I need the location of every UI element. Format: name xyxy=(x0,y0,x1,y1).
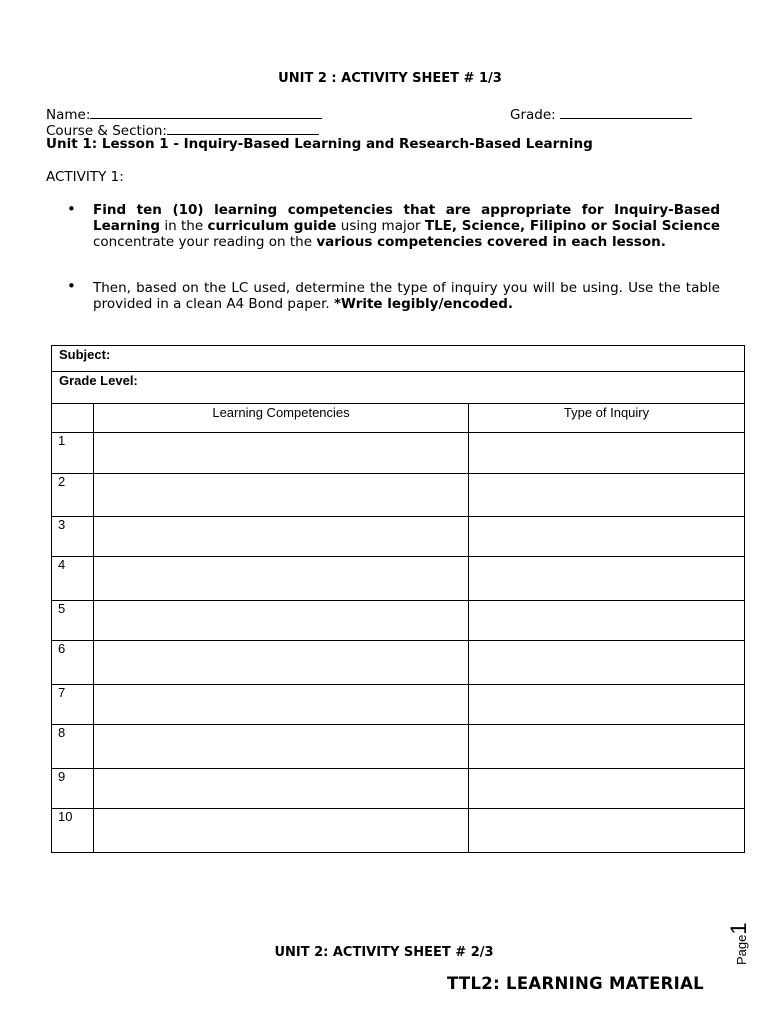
competency-cell[interactable] xyxy=(94,557,469,601)
header-number-cell xyxy=(52,404,94,433)
grade-blank[interactable] xyxy=(560,104,692,119)
row-number: 10 xyxy=(52,809,94,853)
page-title: UNIT 2 : ACTIVITY SHEET # 1/3 xyxy=(278,71,502,86)
competency-cell[interactable] xyxy=(94,809,469,853)
learning-material-label: TTL2: LEARNING MATERIAL xyxy=(447,974,704,993)
course-label: Course & Section: xyxy=(46,123,167,139)
bullet-text-bold: curriculum guide xyxy=(207,218,337,234)
row-number: 5 xyxy=(52,601,94,641)
next-sheet-title: UNIT 2: ACTIVITY SHEET # 2/3 xyxy=(274,945,494,960)
bullet-text-bold: *Write legibly/encoded. xyxy=(333,296,514,312)
row-number: 7 xyxy=(52,685,94,725)
row-number: 6 xyxy=(52,641,94,685)
inquiry-cell[interactable] xyxy=(469,769,745,809)
competency-cell[interactable] xyxy=(94,641,469,685)
page-label: Page xyxy=(734,934,749,965)
inquiry-cell[interactable] xyxy=(469,517,745,557)
page-number-value: 1 xyxy=(726,922,751,935)
row-number: 2 xyxy=(52,474,94,517)
page-number xyxy=(726,905,766,965)
inquiry-cell[interactable] xyxy=(469,641,745,685)
row-number: 3 xyxy=(52,517,94,557)
bullet-text: in the xyxy=(160,218,208,234)
column-header-inquiry: Type of Inquiry xyxy=(469,404,745,433)
bullet-text-bold: TLE, Science, Filipino or Social Science xyxy=(424,218,720,234)
competency-cell[interactable] xyxy=(94,685,469,725)
bullet-text-bold: Find ten (10) learning competencies that are appropriate for Inquiry-Based Learning xyxy=(93,202,720,234)
grade-label: Grade: xyxy=(510,107,560,123)
row-number: 8 xyxy=(52,725,94,769)
inquiry-cell[interactable] xyxy=(469,725,745,769)
grade-level-cell[interactable]: Grade Level: xyxy=(52,372,745,404)
subject-cell[interactable]: Subject: xyxy=(52,346,745,372)
bullet-text: using major xyxy=(336,218,425,234)
inquiry-cell[interactable] xyxy=(469,809,745,853)
row-number: 1 xyxy=(52,433,94,474)
bullet-text: concentrate your reading on the xyxy=(93,234,317,250)
name-label: Name: xyxy=(46,107,91,123)
bullet-item-2 xyxy=(93,280,720,312)
name-blank[interactable] xyxy=(90,104,322,119)
competency-cell[interactable] xyxy=(94,725,469,769)
activity-label: ACTIVITY 1: xyxy=(46,169,124,185)
grade-field xyxy=(510,104,692,123)
inquiry-cell[interactable] xyxy=(469,601,745,641)
bullet-text-bold: various competencies covered in each lesson. xyxy=(316,234,666,250)
inquiry-cell[interactable] xyxy=(469,474,745,517)
competency-cell[interactable] xyxy=(94,769,469,809)
competency-cell[interactable] xyxy=(94,601,469,641)
row-number: 4 xyxy=(52,557,94,601)
inquiry-cell[interactable] xyxy=(469,685,745,725)
column-header-competencies: Learning Competencies xyxy=(94,404,469,433)
competency-cell[interactable] xyxy=(94,433,469,474)
competencies-table xyxy=(51,345,745,853)
inquiry-cell[interactable] xyxy=(469,433,745,474)
bullet-text: Then, based on the LC used, determine the type of inquiry you will be using. Use the table provided in a clean A4 Bond paper. xyxy=(93,280,720,312)
competency-cell[interactable] xyxy=(94,474,469,517)
lesson-title: Unit 1: Lesson 1 - Inquiry-Based Learning and Research-Based Learning xyxy=(46,136,593,152)
row-number: 9 xyxy=(52,769,94,809)
bullet-icon: • xyxy=(67,200,76,218)
bullet-item-1 xyxy=(93,202,720,250)
competency-cell[interactable] xyxy=(94,517,469,557)
inquiry-cell[interactable] xyxy=(469,557,745,601)
course-blank[interactable] xyxy=(167,120,319,135)
bullet-icon: • xyxy=(67,277,76,295)
